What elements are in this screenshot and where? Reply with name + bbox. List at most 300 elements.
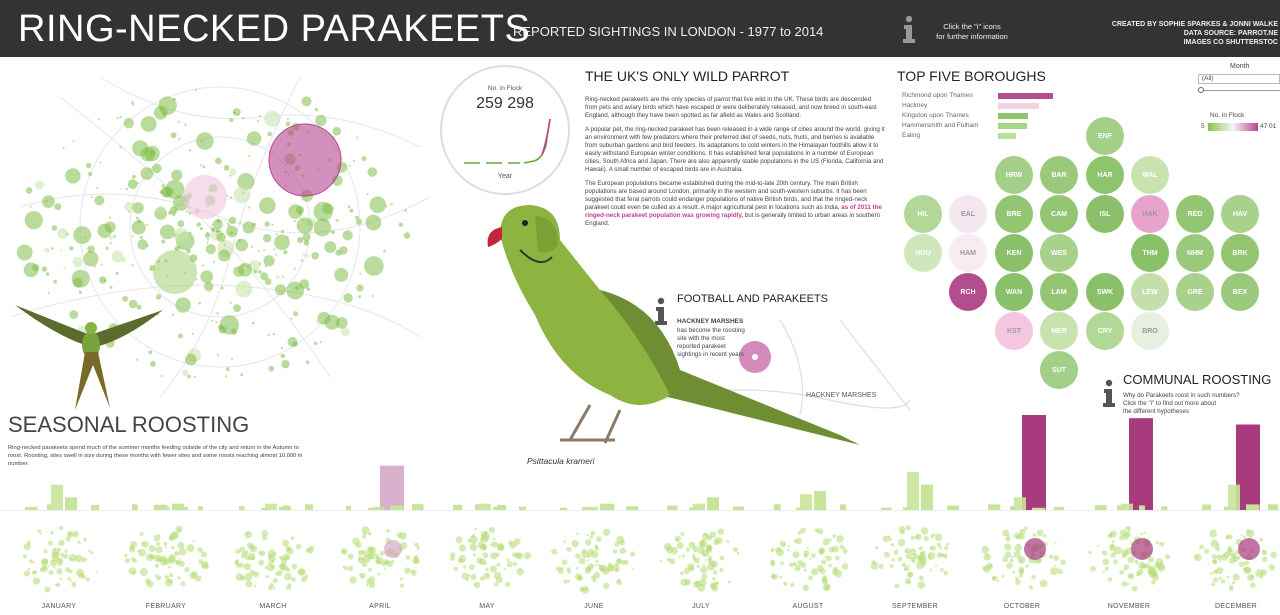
mini-map-dot xyxy=(165,546,167,548)
mini-map-dot xyxy=(69,554,77,562)
mini-map-dot xyxy=(273,578,278,583)
map-dot xyxy=(160,225,175,240)
mini-map-dot xyxy=(76,569,84,577)
bar-october-roost[interactable] xyxy=(1022,415,1046,510)
map-dot xyxy=(257,120,259,122)
mini-map-dot xyxy=(1212,554,1217,559)
mini-map-dot xyxy=(1219,577,1222,580)
mini-map-dot xyxy=(1121,581,1127,587)
map-dot xyxy=(248,155,250,157)
flock-gauge[interactable] xyxy=(440,65,570,195)
wild-parrot-p3-pre: The European populations became established during the mid-to-late 20th century. The main British populations are based around London, primarily in the western and south-western suburbs. It has been suggested that feral parrots could endanger populations of native British birds, and that the ringed-neck parakeet could even be culled as a result. A major agricultural pest in locations such as India, xyxy=(585,180,868,211)
mini-map-dot xyxy=(53,552,59,558)
mini-map-dot xyxy=(1232,581,1235,584)
mini-map-dot xyxy=(1020,560,1023,563)
mini-map-dot xyxy=(471,536,474,539)
mini-map-dot xyxy=(835,556,840,561)
mini-map-dot xyxy=(23,554,27,558)
mini-map-dot xyxy=(292,564,298,570)
mini-map-dot xyxy=(1151,580,1155,584)
mini-map-dot xyxy=(596,560,599,563)
mini-map-dot xyxy=(1112,541,1115,544)
mini-map-dot xyxy=(87,550,89,552)
bar-august-sightings[interactable] xyxy=(800,494,812,510)
mini-map-dot xyxy=(1213,569,1217,573)
mini-map-dot xyxy=(400,584,404,588)
map-dot xyxy=(276,276,279,279)
bar-january-sightings[interactable] xyxy=(51,485,63,510)
mini-map-dot xyxy=(930,545,936,551)
football-heading: FOOTBALL AND PARAKEETS xyxy=(677,293,828,305)
mini-map-dot xyxy=(296,544,302,550)
map-dot xyxy=(276,233,278,235)
mini-map-dot xyxy=(133,571,136,574)
map-dot xyxy=(358,295,361,298)
mini-map-february[interactable] xyxy=(119,522,214,597)
borough-bro[interactable]: BRO xyxy=(1131,312,1169,350)
map-dot xyxy=(42,266,48,272)
mini-map-dot xyxy=(620,548,626,554)
borough-red[interactable]: RED xyxy=(1176,195,1214,233)
borough-mer[interactable]: MER xyxy=(1040,312,1078,350)
map-dot xyxy=(239,221,241,223)
mini-map-dot xyxy=(140,568,148,576)
mini-map-dot xyxy=(1268,564,1275,571)
map-dot xyxy=(230,302,232,304)
mini-map-dot xyxy=(632,568,634,570)
map-dot xyxy=(124,118,134,128)
map-dot xyxy=(229,217,236,224)
mini-map-april[interactable] xyxy=(333,522,428,597)
mini-map-dot xyxy=(369,582,375,588)
map-dot xyxy=(282,276,284,278)
mini-map-dot xyxy=(463,565,466,568)
borough-brk[interactable]: BRK xyxy=(1221,234,1259,272)
borough-enf[interactable]: ENF xyxy=(1086,117,1124,155)
map-dot xyxy=(44,247,49,252)
mini-map-dot xyxy=(291,536,294,539)
month-slider-handle[interactable] xyxy=(1198,87,1204,93)
map-dot xyxy=(104,280,106,282)
borough-bar[interactable] xyxy=(998,103,1039,109)
map-dot xyxy=(259,197,276,214)
mini-map-dot xyxy=(358,557,362,561)
info-hint xyxy=(900,14,1020,48)
mini-map-dot xyxy=(1004,543,1011,550)
map-dot xyxy=(305,254,309,258)
borough-bar[interactable] xyxy=(998,93,1053,99)
mini-map-dot xyxy=(491,541,497,547)
mini-map-dot xyxy=(58,548,61,551)
wild-parrot-p2: A popular pet, the ring-necked parakeet has been released in a wide range of cities around the world, giving it an environment with few predators where their preferred diet of seeds, nuts, fruits, and berries is available from suburban gardens and bird feeders. Its adaptations to cold winters in the Himalayan foothills allow it to easily withstand European winter conditions. It has established feral populations in a number of European cities, South Africa and Japan. There are also apparently stable populations in the US (Florida, California and Hawaii). A small number of escaped birds are in Australia. xyxy=(585,126,885,173)
mini-map-dot xyxy=(1119,536,1123,540)
month-filter-select[interactable]: (All) xyxy=(1198,74,1280,84)
mini-map-dot xyxy=(842,563,849,570)
map-dot xyxy=(356,136,359,139)
mini-map-dot xyxy=(798,531,802,535)
borough-thm[interactable]: THM xyxy=(1131,234,1169,272)
map-dot xyxy=(331,230,335,234)
mini-map-dot xyxy=(361,576,363,578)
map-dot xyxy=(178,205,180,207)
mini-map-dot xyxy=(608,562,612,566)
map-dot xyxy=(124,202,133,211)
mini-map-dot xyxy=(48,570,53,575)
mini-map-dot xyxy=(56,568,62,574)
map-dot xyxy=(215,158,222,165)
map-dot xyxy=(283,250,287,254)
mini-map-dot xyxy=(150,556,152,558)
map-dot xyxy=(216,229,219,232)
mini-map-dot xyxy=(380,551,385,556)
mini-map-dot xyxy=(1156,541,1159,544)
species-name: Psittacula krameri xyxy=(527,456,595,466)
mini-map-dot xyxy=(366,584,369,587)
seasonal-bar-chart[interactable] xyxy=(0,410,1280,510)
bar-october-sightings[interactable] xyxy=(1014,497,1026,510)
info-hint-line2: for further information xyxy=(936,32,1008,41)
borough-hil[interactable]: HIL xyxy=(904,195,942,233)
mini-map-dot xyxy=(891,543,894,546)
borough-bre[interactable]: BRE xyxy=(995,195,1033,233)
mini-map-dot xyxy=(1103,559,1110,566)
mini-map-dot xyxy=(997,580,999,582)
mini-map-dot xyxy=(47,565,49,567)
mini-map-dot xyxy=(1006,562,1013,569)
map-dot xyxy=(161,184,165,188)
borough-ken[interactable]: KEN xyxy=(995,234,1033,272)
communal-text-line1: Why do Parakeets roost in such numbers? xyxy=(1123,392,1240,399)
map-dot xyxy=(294,220,296,222)
map-dot xyxy=(355,216,359,220)
map-dot xyxy=(356,285,363,292)
mini-map-dot xyxy=(779,576,782,579)
mini-map-dot xyxy=(890,564,894,568)
month-label-january: JANUARY xyxy=(41,603,77,610)
mini-map-dot xyxy=(556,567,560,571)
borough-bar[interactable] xyxy=(998,123,1027,129)
mini-map-november[interactable] xyxy=(1082,522,1177,597)
map-hotspot-green[interactable] xyxy=(153,250,197,294)
borough-wes[interactable]: WES xyxy=(1040,234,1078,272)
mini-map-dot xyxy=(169,535,175,541)
map-dot xyxy=(327,221,329,223)
map-dot xyxy=(211,320,213,322)
borough-eal[interactable]: EAL xyxy=(949,195,987,233)
mini-map-dot xyxy=(480,576,485,581)
mini-map-dot xyxy=(1029,585,1033,589)
info-icon[interactable] xyxy=(900,14,918,44)
mini-map-dot xyxy=(71,582,76,587)
map-dot xyxy=(132,202,144,214)
mini-map-october[interactable] xyxy=(975,522,1070,597)
mini-map-dot xyxy=(937,543,942,548)
mini-map-dot xyxy=(1229,585,1233,589)
borough-lam[interactable]: LAM xyxy=(1040,273,1078,311)
mini-map-dot xyxy=(179,558,181,560)
mini-map-dot xyxy=(341,548,348,555)
mini-map-june[interactable] xyxy=(547,522,642,597)
mini-map-dot xyxy=(245,531,252,538)
bar-september-sightings[interactable] xyxy=(907,472,919,510)
map-dot xyxy=(147,245,149,247)
mini-map-dot xyxy=(1237,556,1241,560)
mini-map-dot xyxy=(1243,567,1250,574)
mini-map-dot xyxy=(782,544,785,547)
mini-map-dot xyxy=(906,551,908,553)
mini-map-july[interactable] xyxy=(654,522,749,597)
mini-map-dot xyxy=(1229,558,1235,564)
mini-map-dot xyxy=(253,585,256,588)
mini-map-dot xyxy=(362,526,369,533)
bar-november-roost[interactable] xyxy=(1129,418,1153,510)
mini-map-dot xyxy=(285,546,291,552)
map-dot xyxy=(94,266,96,268)
mini-map-dot xyxy=(560,567,564,571)
borough-hou[interactable]: HOU xyxy=(904,234,942,272)
map-dot xyxy=(336,219,339,222)
mini-map-dot xyxy=(935,534,942,541)
mini-map-dot xyxy=(589,535,593,539)
mini-map-dot xyxy=(245,581,252,588)
borough-wal[interactable]: WAL xyxy=(1131,156,1169,194)
mini-map-dot xyxy=(1250,574,1254,578)
mini-map-dot xyxy=(701,574,707,580)
map-dot xyxy=(251,246,253,248)
communal-info-icon[interactable] xyxy=(1100,378,1118,408)
football-text: has become the roosting site with the most reported parakeet sightings in recent years xyxy=(677,327,745,358)
mini-map-dot xyxy=(771,549,774,552)
mini-map-dot xyxy=(839,544,844,549)
legend-max: 47 01 xyxy=(1260,123,1277,130)
borough-bar[interactable]: BAR xyxy=(1040,156,1078,194)
map-dot xyxy=(221,287,224,290)
map-dot xyxy=(281,230,284,233)
bar-april-roost[interactable] xyxy=(380,466,404,510)
mini-map-dot xyxy=(133,559,137,563)
map-dot xyxy=(204,282,213,291)
map-dot xyxy=(235,239,248,252)
borough-rch[interactable]: RCH xyxy=(949,273,987,311)
mini-map-dot xyxy=(603,529,610,536)
credits-line1: CREATED BY SOPHIE SPARKES & JONNI WALKE xyxy=(1111,21,1278,28)
map-dot xyxy=(207,232,209,234)
mini-map-dot xyxy=(501,546,504,549)
mini-map-dot xyxy=(984,553,991,560)
borough-hrw[interactable]: HRW xyxy=(995,156,1033,194)
mini-map-dot xyxy=(1125,526,1131,532)
borough-gre[interactable]: GRE xyxy=(1176,273,1214,311)
borough-lew[interactable]: LEW xyxy=(1131,273,1169,311)
mini-map-dot xyxy=(1137,569,1143,575)
mini-map-dot xyxy=(686,548,690,552)
mini-map-dot xyxy=(1260,569,1267,576)
mini-map-dot xyxy=(175,561,180,566)
mini-map-dot xyxy=(96,571,98,573)
mini-map-dot xyxy=(1148,557,1154,563)
mini-map-dot xyxy=(268,586,273,591)
borough-bar[interactable] xyxy=(998,133,1016,139)
mini-map-dot xyxy=(624,560,629,565)
month-label-february: FEBRUARY xyxy=(145,603,187,610)
flock-gauge-axis-label: Year xyxy=(497,173,513,180)
map-dot xyxy=(229,118,233,122)
mini-map-dot xyxy=(59,543,61,545)
mini-map-dot xyxy=(32,561,34,563)
mini-map-dot xyxy=(1221,579,1226,584)
map-dot xyxy=(224,165,230,171)
borough-hav[interactable]: HAV xyxy=(1221,195,1259,233)
mini-map-dot xyxy=(713,570,717,574)
mini-map-dot xyxy=(1060,560,1066,566)
map-dot xyxy=(295,286,300,291)
map-dot xyxy=(264,111,280,127)
mini-map-dot xyxy=(400,577,403,580)
wild-parrot-p3-highlight[interactable]: as of 2011 the ringed-neck parakeet population was growing rapidly, xyxy=(585,204,882,219)
map-dot xyxy=(391,203,393,205)
map-dot xyxy=(73,226,91,244)
mini-map-march[interactable] xyxy=(226,522,321,597)
map-dot xyxy=(253,270,257,274)
info-hint-line1: Click the "i" icons xyxy=(943,22,1001,31)
mini-map-dot xyxy=(793,539,796,542)
map-dot xyxy=(101,264,103,266)
mini-map-dot xyxy=(1233,574,1240,581)
mini-map-dot xyxy=(715,537,722,544)
mini-map-dot xyxy=(301,576,307,582)
mini-map-dot xyxy=(676,539,679,542)
mini-map-december[interactable] xyxy=(1189,522,1280,597)
month-slider-track[interactable] xyxy=(1200,90,1280,91)
mini-map-dot xyxy=(917,581,925,589)
mini-map-dot xyxy=(612,564,620,572)
map-dot xyxy=(63,147,65,149)
mini-map-dot xyxy=(564,579,568,583)
map-dot xyxy=(320,341,322,343)
mini-map-dot xyxy=(375,557,380,562)
borough-hak[interactable]: HAK xyxy=(1131,195,1169,233)
mini-map-dot xyxy=(125,558,130,563)
mini-map-dot xyxy=(184,567,189,572)
mini-map-dot xyxy=(454,567,459,572)
map-dot xyxy=(274,235,290,251)
mini-map-dot xyxy=(579,587,584,592)
bar-december-sightings[interactable] xyxy=(1228,485,1240,510)
mini-map-dot xyxy=(82,575,86,579)
mini-map-august[interactable] xyxy=(761,522,856,597)
credits-line2: DATA SOURCE: PARROT.NE xyxy=(1183,30,1278,37)
mini-map-dot xyxy=(277,570,283,576)
map-dot xyxy=(216,312,218,314)
borough-isl[interactable]: ISL xyxy=(1086,195,1124,233)
bar-september-roost[interactable] xyxy=(921,485,933,510)
map-dot xyxy=(32,264,39,271)
mini-map-dot xyxy=(480,558,486,564)
page-subtitle: REPORTED SIGHTINGS IN LONDON - 1977 to 2014 xyxy=(513,24,824,39)
borough-cam[interactable]: CAM xyxy=(1040,195,1078,233)
mini-map-dot xyxy=(981,546,989,554)
borough-wan[interactable]: WAN xyxy=(995,273,1033,311)
map-dot xyxy=(185,354,197,366)
borough-nhm[interactable]: NHM xyxy=(1176,234,1214,272)
mini-map-dot xyxy=(512,552,517,557)
map-hotspot-pink[interactable] xyxy=(183,175,227,219)
mini-map-hotspot xyxy=(384,540,402,558)
mini-map-dot xyxy=(483,552,489,558)
communal-text-line3: the different hypotheses xyxy=(1123,408,1189,415)
mini-map-dot xyxy=(809,558,811,560)
mini-map-september[interactable] xyxy=(868,522,963,597)
mini-map-dot xyxy=(474,582,480,588)
borough-kst[interactable]: KST xyxy=(995,312,1033,350)
borough-sut[interactable]: SUT xyxy=(1040,351,1078,389)
map-dot xyxy=(128,211,130,213)
mini-map-dot xyxy=(884,552,890,558)
map-dot xyxy=(343,230,353,240)
mini-map-dot xyxy=(167,579,172,584)
mini-map-dot xyxy=(894,584,899,589)
wild-parrot-p1: Ring-necked parakeets are the only species of parrot that live wild in the UK. These birds are descended from pets and aviary birds which have escaped or were deliberately released, and now breed in south-east England, although they have been spotted as far afield as Wales and Scotland. xyxy=(585,96,877,119)
mini-map-dot xyxy=(675,536,682,543)
mini-map-dot xyxy=(1109,533,1113,537)
mini-map-dot xyxy=(899,526,906,533)
borough-har[interactable]: HAR xyxy=(1086,156,1124,194)
month-label-october: OCTOBER xyxy=(1003,603,1041,610)
map-dot xyxy=(200,164,202,166)
borough-bar-label: Kingston upon Thames xyxy=(902,112,969,119)
mini-map-dot xyxy=(487,574,489,576)
mini-map-dot xyxy=(343,566,347,570)
map-dot xyxy=(116,272,119,275)
mini-map-dot xyxy=(613,549,618,554)
map-dot xyxy=(105,221,116,232)
mini-map-dot xyxy=(68,531,73,536)
mini-map-dot xyxy=(141,542,145,546)
top-boroughs-heading: TOP FIVE BOROUGHS xyxy=(897,68,1046,84)
mini-map-dot xyxy=(692,543,695,546)
map-dot xyxy=(174,210,176,212)
borough-bex[interactable]: BEX xyxy=(1221,273,1259,311)
mini-map-dot xyxy=(1250,583,1255,588)
map-hotspot-richmond[interactable] xyxy=(269,124,341,196)
map-dot xyxy=(177,220,184,227)
mini-map-dot xyxy=(524,552,531,559)
mini-map-dot xyxy=(178,542,185,549)
mini-map-january[interactable] xyxy=(12,522,107,597)
borough-bar[interactable] xyxy=(998,113,1028,119)
mini-map-dot xyxy=(804,569,807,572)
mini-map-dot xyxy=(1053,555,1059,561)
flock-trend-line xyxy=(462,115,552,165)
mini-map-dot xyxy=(377,573,380,576)
mini-map-dot xyxy=(496,576,503,583)
mini-map-dot xyxy=(1144,532,1146,534)
borough-bar-label: Hammersmith and Fulham xyxy=(902,122,979,129)
map-dot xyxy=(273,333,275,335)
mini-map-dot xyxy=(473,553,476,556)
borough-cry[interactable]: CRY xyxy=(1086,312,1124,350)
mini-map-dot xyxy=(832,569,839,576)
mini-map-may[interactable] xyxy=(440,522,535,597)
mini-map-dot xyxy=(780,562,784,566)
mini-map-dot xyxy=(697,565,700,568)
borough-ham[interactable]: HAM xyxy=(949,234,987,272)
mini-map-dot xyxy=(551,549,557,555)
map-dot xyxy=(263,249,265,251)
mini-map-dot xyxy=(469,543,477,551)
borough-swk[interactable]: SWK xyxy=(1086,273,1124,311)
mini-map-dot xyxy=(932,533,935,536)
